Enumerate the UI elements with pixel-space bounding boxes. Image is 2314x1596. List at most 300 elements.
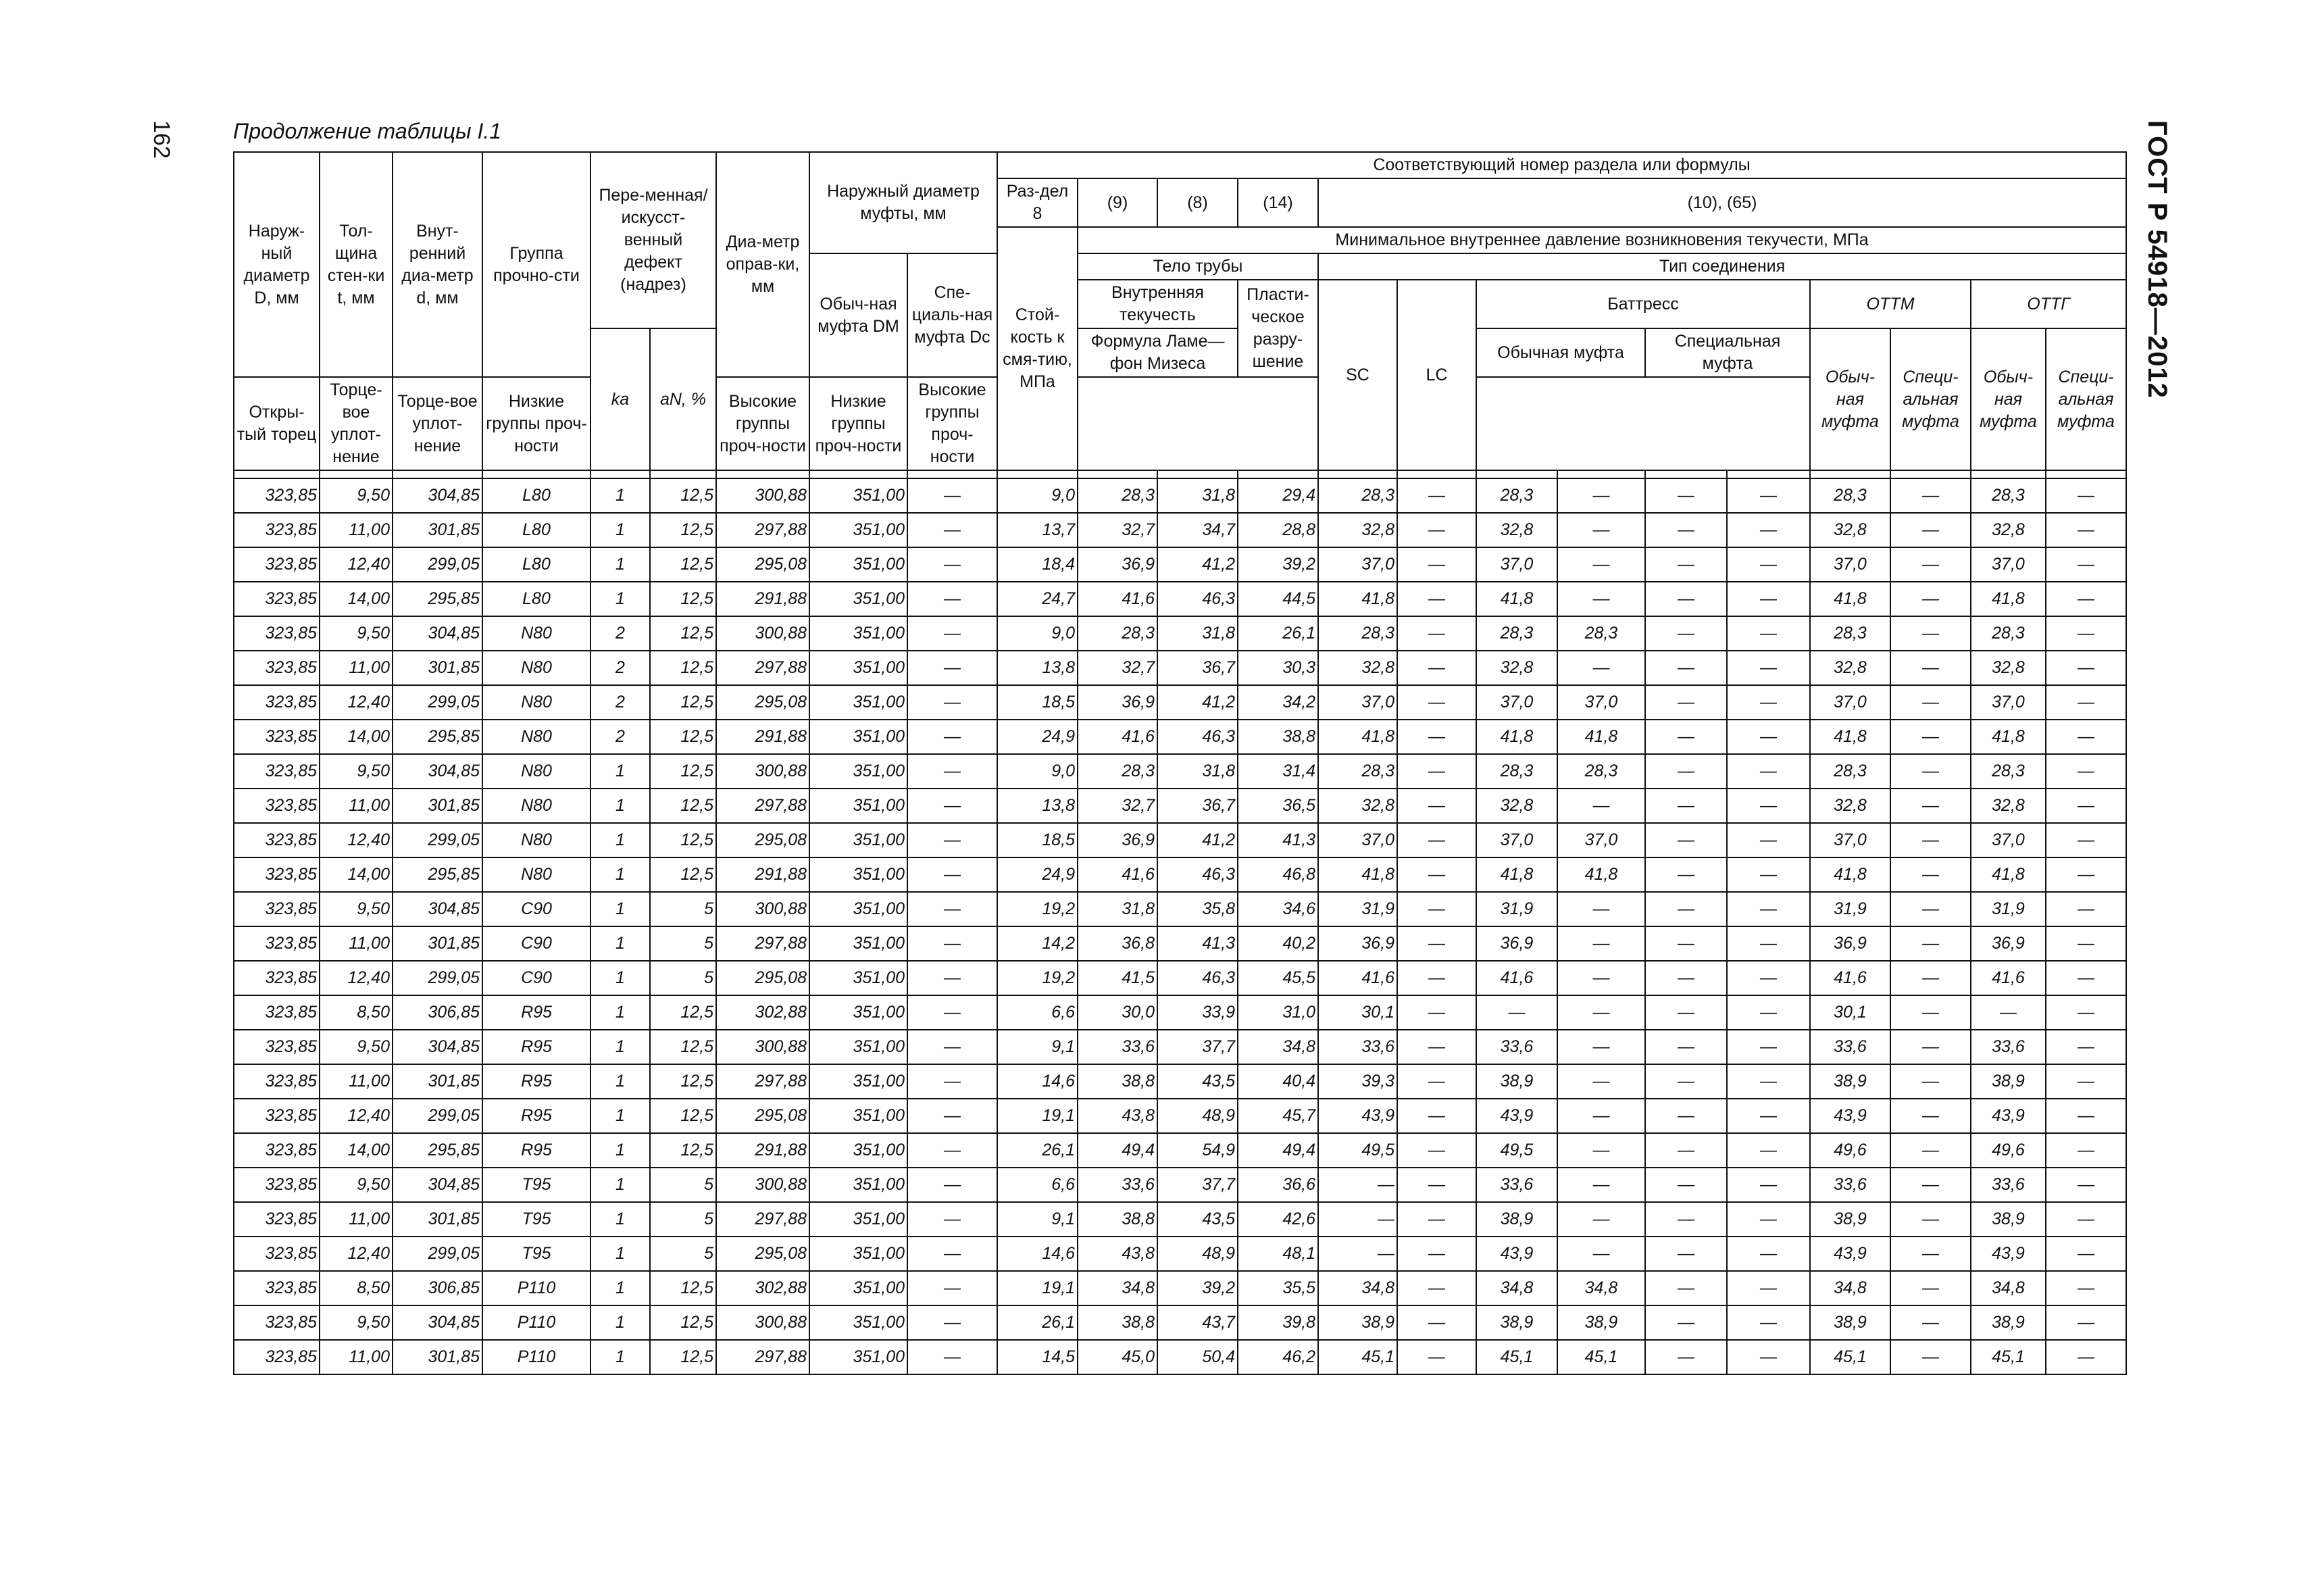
table-cell: 31,8: [1157, 616, 1238, 651]
table-cell: 45,0: [1078, 1340, 1157, 1374]
table-cell: 351,00: [809, 1064, 907, 1099]
table-cell: 43,9: [1971, 1099, 2046, 1133]
table-cell: —: [907, 720, 997, 754]
table-cell: 295,85: [393, 720, 482, 754]
table-cell: 36,5: [1238, 789, 1318, 823]
table-cell: 30,1: [1810, 995, 1890, 1030]
table-cell: —: [1890, 789, 1971, 823]
table-cell: 33,6: [1971, 1030, 2046, 1064]
table-cell: —: [2046, 995, 2126, 1030]
col-header-ottg-regular: Обыч-ная муфта: [1971, 328, 2046, 470]
table-cell: 28,3: [1971, 478, 2046, 513]
table-cell: —: [1645, 1237, 1727, 1271]
table-cell: —: [907, 685, 997, 720]
table-cell: 38,9: [1810, 1064, 1890, 1099]
table-cell: 323,85: [234, 1030, 320, 1064]
table-cell: 9,50: [320, 892, 393, 926]
table-cell: 11,00: [320, 1064, 393, 1099]
table-cell: 37,0: [1971, 823, 2046, 857]
table-cell: 351,00: [809, 685, 907, 720]
col-header-internal-yield: Внутренняя текучесть: [1078, 280, 1238, 328]
table-cell: 26,1: [1238, 616, 1318, 651]
table-cell: 301,85: [393, 1202, 482, 1237]
table-cell: 14,5: [997, 1340, 1078, 1374]
table-cell: 351,00: [809, 1133, 907, 1168]
table-cell: 38,9: [1476, 1202, 1557, 1237]
table-row: [234, 616, 2126, 651]
table-cell: 48,1: [1238, 1237, 1318, 1271]
table-cell: 30,0: [1078, 995, 1157, 1030]
table-cell: 297,88: [716, 1202, 809, 1237]
table-cell: 351,00: [809, 1168, 907, 1202]
table-cell: 12,5: [650, 857, 716, 892]
table-cell: 45,1: [1971, 1340, 2046, 1374]
table-row: [234, 1237, 2126, 1271]
table-cell: 300,88: [716, 1030, 809, 1064]
table-cell: 32,8: [1476, 513, 1557, 547]
table-cell: 12,40: [320, 685, 393, 720]
table-row: [234, 1133, 2126, 1168]
table-cell: 9,1: [997, 1030, 1078, 1064]
table-cell: 32,8: [1318, 789, 1397, 823]
table-cell: 41,8: [1557, 720, 1645, 754]
table-cell: —: [1397, 616, 1476, 651]
col-header-coupling-od: Наружный диаметр муфты, мм: [809, 152, 997, 253]
table-row: [234, 926, 2126, 961]
table-cell: —: [907, 789, 997, 823]
table-cell: N80: [482, 754, 590, 789]
table-cell: 19,1: [997, 1271, 1078, 1305]
table-cell: 1: [590, 1168, 650, 1202]
table-cell: 31,8: [1157, 478, 1238, 513]
table-cell: —: [1890, 651, 1971, 685]
table-cell: 351,00: [809, 478, 907, 513]
table-cell: —: [1557, 961, 1645, 995]
table-cell: 301,85: [393, 513, 482, 547]
table-cell: —: [1890, 823, 1971, 857]
table-cell: —: [1645, 926, 1727, 961]
table-cell: 6,6: [997, 1168, 1078, 1202]
table-cell: 32,7: [1078, 513, 1157, 547]
table-cell: —: [1645, 1064, 1727, 1099]
table-cell: 28,3: [1078, 754, 1157, 789]
table-cell: 38,9: [1810, 1305, 1890, 1340]
table-cell: —: [1727, 616, 1810, 651]
table-cell: —: [1476, 995, 1557, 1030]
col-header-ottg: ОТТГ: [1971, 280, 2126, 328]
table-cell: 37,0: [1971, 685, 2046, 720]
table-cell: —: [1727, 754, 1810, 789]
table-cell: 5: [650, 961, 716, 995]
table-cell: 36,9: [1810, 926, 1890, 961]
table-cell: 41,6: [1078, 857, 1157, 892]
table-cell: 31,4: [1238, 754, 1318, 789]
table-cell: 41,8: [1318, 720, 1397, 754]
table-cell: 36,9: [1078, 547, 1157, 582]
table-cell: 295,08: [716, 823, 809, 857]
table-cell: 11,00: [320, 1202, 393, 1237]
table-cell: 33,6: [1318, 1030, 1397, 1064]
table-cell: 45,7: [1238, 1099, 1318, 1133]
table-cell: C90: [482, 961, 590, 995]
table-cell: —: [1727, 1064, 1810, 1099]
col-header-min-pressure: Минимальное внутреннее давление возникновения текучести, МПа: [1078, 227, 2126, 253]
table-cell: 297,88: [716, 926, 809, 961]
table-cell: 5: [650, 1202, 716, 1237]
table-cell: 12,40: [320, 1237, 393, 1271]
table-cell: —: [2046, 651, 2126, 685]
table-cell: —: [1890, 961, 1971, 995]
table-cell: 31,8: [1157, 754, 1238, 789]
standard-designation: ГОСТ Р 54918—2012: [2142, 120, 2172, 399]
table-cell: 32,8: [1971, 651, 2046, 685]
table-cell: 35,8: [1157, 892, 1238, 926]
table-cell: 351,00: [809, 1237, 907, 1271]
table-cell: 9,50: [320, 754, 393, 789]
table-cell: —: [1557, 1064, 1645, 1099]
table-cell: —: [1397, 1237, 1476, 1271]
table-cell: —: [1727, 857, 1810, 892]
table-cell: 18,5: [997, 685, 1078, 720]
table-cell: 33,9: [1157, 995, 1238, 1030]
table-cell: 323,85: [234, 754, 320, 789]
table-cell: 323,85: [234, 1305, 320, 1340]
table-cell: 28,3: [1078, 478, 1157, 513]
col-header-ottm-special: Специ-альная муфта: [1890, 328, 1971, 470]
table-cell: —: [2046, 616, 2126, 651]
table-cell: C90: [482, 892, 590, 926]
table-cell: 37,0: [1557, 823, 1645, 857]
col-header-bt-high-groups: Высокие группы проч-ности: [716, 377, 809, 470]
table-row: [234, 1340, 2126, 1374]
table-cell: 5: [650, 926, 716, 961]
table-cell: 41,6: [1318, 961, 1397, 995]
table-cell: —: [2046, 857, 2126, 892]
col-header-sc: SC: [1318, 280, 1397, 470]
table-cell: 40,4: [1238, 1064, 1318, 1099]
table-cell: 18,5: [997, 823, 1078, 857]
table-cell: 11,00: [320, 651, 393, 685]
table-cell: 304,85: [393, 1305, 482, 1340]
table-cell: —: [1557, 926, 1645, 961]
col-header-bt-high-groups-special: Высокие группы проч-ности: [907, 377, 997, 470]
table-cell: 33,6: [1078, 1030, 1157, 1064]
table-cell: 300,88: [716, 754, 809, 789]
table-cell: 12,5: [650, 616, 716, 651]
table-cell: 12,5: [650, 1030, 716, 1064]
table-cell: 34,8: [1238, 1030, 1318, 1064]
table-cell: 34,8: [1971, 1271, 2046, 1305]
table-cell: —: [1645, 720, 1727, 754]
table-cell: 28,3: [1971, 616, 2046, 651]
table-cell: 295,08: [716, 961, 809, 995]
col-header-lc: LC: [1397, 280, 1476, 470]
table-cell: 41,8: [1557, 857, 1645, 892]
table-row: [234, 478, 2126, 513]
table-cell: 351,00: [809, 754, 907, 789]
table-cell: —: [1727, 789, 1810, 823]
table-cell: 11,00: [320, 513, 393, 547]
table-cell: —: [2046, 1030, 2126, 1064]
table-cell: 12,40: [320, 1099, 393, 1133]
table-cell: 41,8: [1810, 582, 1890, 616]
table-cell: —: [1971, 995, 2046, 1030]
table-cell: 39,8: [1238, 1305, 1318, 1340]
table-cell: 37,0: [1318, 685, 1397, 720]
table-cell: 323,85: [234, 961, 320, 995]
table-cell: —: [1645, 1030, 1727, 1064]
table-cell: 34,8: [1078, 1271, 1157, 1305]
table-cell: 43,5: [1157, 1202, 1238, 1237]
table-cell: 12,5: [650, 547, 716, 582]
col-header-regular-coupling: Обыч-ная муфта DМ: [809, 253, 907, 377]
table-cell: —: [1890, 616, 1971, 651]
table-cell: 9,0: [997, 754, 1078, 789]
table-cell: —: [1397, 651, 1476, 685]
table-cell: 323,85: [234, 513, 320, 547]
col-header-buttress: Баттресс: [1476, 280, 1810, 328]
col-header-end-seal-plastic: Торце-вое уплот-нение: [393, 377, 482, 470]
table-cell: 1: [590, 1305, 650, 1340]
table-cell: 19,2: [997, 892, 1078, 926]
table-cell: N80: [482, 685, 590, 720]
table-cell: —: [1727, 995, 1810, 1030]
table-cell: 44,5: [1238, 582, 1318, 616]
table-cell: —: [2046, 1168, 2126, 1202]
table-cell: 35,5: [1238, 1271, 1318, 1305]
table-cell: 37,0: [1318, 823, 1397, 857]
table-cell: 33,6: [1971, 1168, 2046, 1202]
table-row: [234, 720, 2126, 754]
table-cell: —: [1727, 651, 1810, 685]
table-cell: 18,4: [997, 547, 1078, 582]
table-cell: 31,9: [1810, 892, 1890, 926]
table-cell: 8,50: [320, 995, 393, 1030]
table-cell: 38,9: [1476, 1305, 1557, 1340]
table-cell: N80: [482, 789, 590, 823]
table-cell: —: [907, 651, 997, 685]
table-cell: 43,9: [1476, 1099, 1557, 1133]
table-cell: 12,40: [320, 961, 393, 995]
table-cell: R95: [482, 1133, 590, 1168]
table-cell: —: [1397, 685, 1476, 720]
table-cell: 41,6: [1810, 961, 1890, 995]
table-row: [234, 1168, 2126, 1202]
table-cell: 28,3: [1476, 754, 1557, 789]
table-cell: 1: [590, 1271, 650, 1305]
table-cell: —: [1557, 1099, 1645, 1133]
table-cell: 28,3: [1318, 616, 1397, 651]
table-cell: —: [1890, 1237, 1971, 1271]
table-cell: —: [1318, 1202, 1397, 1237]
table-cell: 28,3: [1476, 616, 1557, 651]
table-cell: 300,88: [716, 478, 809, 513]
table-cell: 43,9: [1318, 1099, 1397, 1133]
table-cell: C90: [482, 926, 590, 961]
table-cell: 1: [590, 823, 650, 857]
table-cell: 31,8: [1078, 892, 1157, 926]
table-row: [234, 582, 2126, 616]
table-row: [234, 1305, 2126, 1340]
table-cell: 29,4: [1238, 478, 1318, 513]
table-cell: 41,8: [1971, 857, 2046, 892]
table-cell: 49,4: [1078, 1133, 1157, 1168]
table-cell: 38,8: [1078, 1202, 1157, 1237]
table-cell: —: [1727, 685, 1810, 720]
table-cell: 36,9: [1078, 685, 1157, 720]
table-cell: 14,6: [997, 1064, 1078, 1099]
table-cell: 291,88: [716, 857, 809, 892]
table-cell: 32,7: [1078, 651, 1157, 685]
table-cell: 36,8: [1078, 926, 1157, 961]
table-cell: 34,8: [1318, 1271, 1397, 1305]
table-cell: 34,2: [1238, 685, 1318, 720]
table-cell: 28,3: [1971, 754, 2046, 789]
table-cell: 2: [590, 720, 650, 754]
table-row: [234, 651, 2126, 685]
table-cell: 323,85: [234, 1237, 320, 1271]
table-cell: 302,88: [716, 1271, 809, 1305]
table-cell: 24,9: [997, 720, 1078, 754]
table-body: [234, 478, 2126, 1374]
table-cell: 36,9: [1971, 926, 2046, 961]
table-cell: —: [1645, 892, 1727, 926]
table-row: [234, 547, 2126, 582]
table-cell: 5: [650, 1168, 716, 1202]
table-cell: —: [1890, 720, 1971, 754]
table-cell: 351,00: [809, 857, 907, 892]
col-header-ottm-regular: Обыч-ная муфта: [1810, 328, 1890, 470]
table-cell: T95: [482, 1202, 590, 1237]
col-header-collapse: Стой-кость к смя-тию, МПа: [997, 227, 1078, 470]
table-row: [234, 789, 2126, 823]
table-cell: —: [1645, 651, 1727, 685]
table-cell: 12,5: [650, 478, 716, 513]
table-cell: 36,7: [1157, 651, 1238, 685]
table-cell: 33,6: [1810, 1030, 1890, 1064]
table-cell: 351,00: [809, 961, 907, 995]
table-cell: 41,8: [1971, 582, 2046, 616]
table-cell: 36,9: [1318, 926, 1397, 961]
table-cell: 43,9: [1810, 1099, 1890, 1133]
table-cell: —: [2046, 1202, 2126, 1237]
table-cell: 28,3: [1810, 478, 1890, 513]
table-cell: —: [1645, 823, 1727, 857]
table-cell: —: [1890, 892, 1971, 926]
table-cell: 24,9: [997, 857, 1078, 892]
table-cell: 351,00: [809, 513, 907, 547]
table-cell: 14,00: [320, 720, 393, 754]
table-cell: —: [1397, 823, 1476, 857]
table-cell: 295,08: [716, 547, 809, 582]
table-cell: 46,2: [1238, 1340, 1318, 1374]
table-cell: —: [1890, 478, 1971, 513]
table-cell: 14,00: [320, 582, 393, 616]
table-cell: 41,8: [1810, 720, 1890, 754]
table-cell: —: [1890, 1133, 1971, 1168]
table-cell: 12,5: [650, 789, 716, 823]
table-row: [234, 961, 2126, 995]
table-cell: 46,3: [1157, 961, 1238, 995]
table-row: [234, 995, 2126, 1030]
col-header-f14: (14): [1238, 178, 1318, 227]
table-cell: 32,8: [1318, 651, 1397, 685]
col-header-pipe-body: Тело трубы: [1078, 253, 1318, 280]
table-cell: 41,6: [1078, 582, 1157, 616]
table-row: [234, 857, 2126, 892]
table-cell: 41,6: [1078, 720, 1157, 754]
table-cell: 41,3: [1238, 823, 1318, 857]
table-cell: 41,8: [1476, 857, 1557, 892]
table-cell: 41,8: [1318, 582, 1397, 616]
table-cell: 299,05: [393, 961, 482, 995]
table-cell: —: [2046, 513, 2126, 547]
table-cell: 14,00: [320, 857, 393, 892]
table-cell: 28,3: [1810, 754, 1890, 789]
table-cell: —: [907, 1099, 997, 1133]
table-row: [234, 892, 2126, 926]
table-cell: 32,7: [1078, 789, 1157, 823]
table-cell: 38,9: [1971, 1305, 2046, 1340]
col-header-outer-diameter: Наруж-ный диаметр D, мм: [234, 152, 320, 377]
col-header-bt-special: Специальная муфта: [1645, 328, 1810, 377]
table-cell: 41,8: [1476, 582, 1557, 616]
table-cell: 323,85: [234, 892, 320, 926]
table-cell: 41,8: [1810, 857, 1890, 892]
table-cell: —: [1890, 1099, 1971, 1133]
table-cell: 9,50: [320, 1168, 393, 1202]
table-cell: 2: [590, 685, 650, 720]
col-header-connection-type: Тип соединения: [1318, 253, 2126, 280]
table-cell: —: [1890, 995, 1971, 1030]
col-header-end-seal: Торце-вое уплот-нение: [320, 377, 393, 470]
table-cell: 32,8: [1971, 513, 2046, 547]
table-cell: 46,3: [1157, 720, 1238, 754]
table-cell: 12,5: [650, 754, 716, 789]
table-cell: 34,8: [1557, 1271, 1645, 1305]
table-cell: 19,2: [997, 961, 1078, 995]
table-cell: 9,1: [997, 1202, 1078, 1237]
table-row: [234, 1064, 2126, 1099]
table-cell: —: [2046, 582, 2126, 616]
table-cell: —: [1890, 1030, 1971, 1064]
table-cell: 1: [590, 478, 650, 513]
table-cell: 26,1: [997, 1305, 1078, 1340]
table-cell: —: [1397, 1030, 1476, 1064]
table-cell: —: [1557, 1237, 1645, 1271]
table-cell: —: [1890, 754, 1971, 789]
table-cell: —: [1557, 1133, 1645, 1168]
table-cell: 41,2: [1157, 823, 1238, 857]
table-cell: 48,9: [1157, 1237, 1238, 1271]
col-header-strength-group: Группа прочно-сти: [482, 152, 590, 377]
table-cell: —: [907, 547, 997, 582]
table-cell: 351,00: [809, 1271, 907, 1305]
table-cell: 45,1: [1318, 1340, 1397, 1374]
table-cell: N80: [482, 823, 590, 857]
table-cell: —: [2046, 720, 2126, 754]
data-table: [233, 151, 2127, 1375]
table-cell: 13,8: [997, 789, 1078, 823]
col-header-plastic-failure: Пласти-ческое разру-шение: [1238, 280, 1318, 377]
page-number: 162: [149, 120, 174, 159]
table-cell: 323,85: [234, 823, 320, 857]
table-cell: 301,85: [393, 1340, 482, 1374]
table-cell: 38,9: [1476, 1064, 1557, 1099]
table-cell: 1: [590, 1064, 650, 1099]
table-cell: —: [1318, 1168, 1397, 1202]
table-cell: —: [1397, 961, 1476, 995]
